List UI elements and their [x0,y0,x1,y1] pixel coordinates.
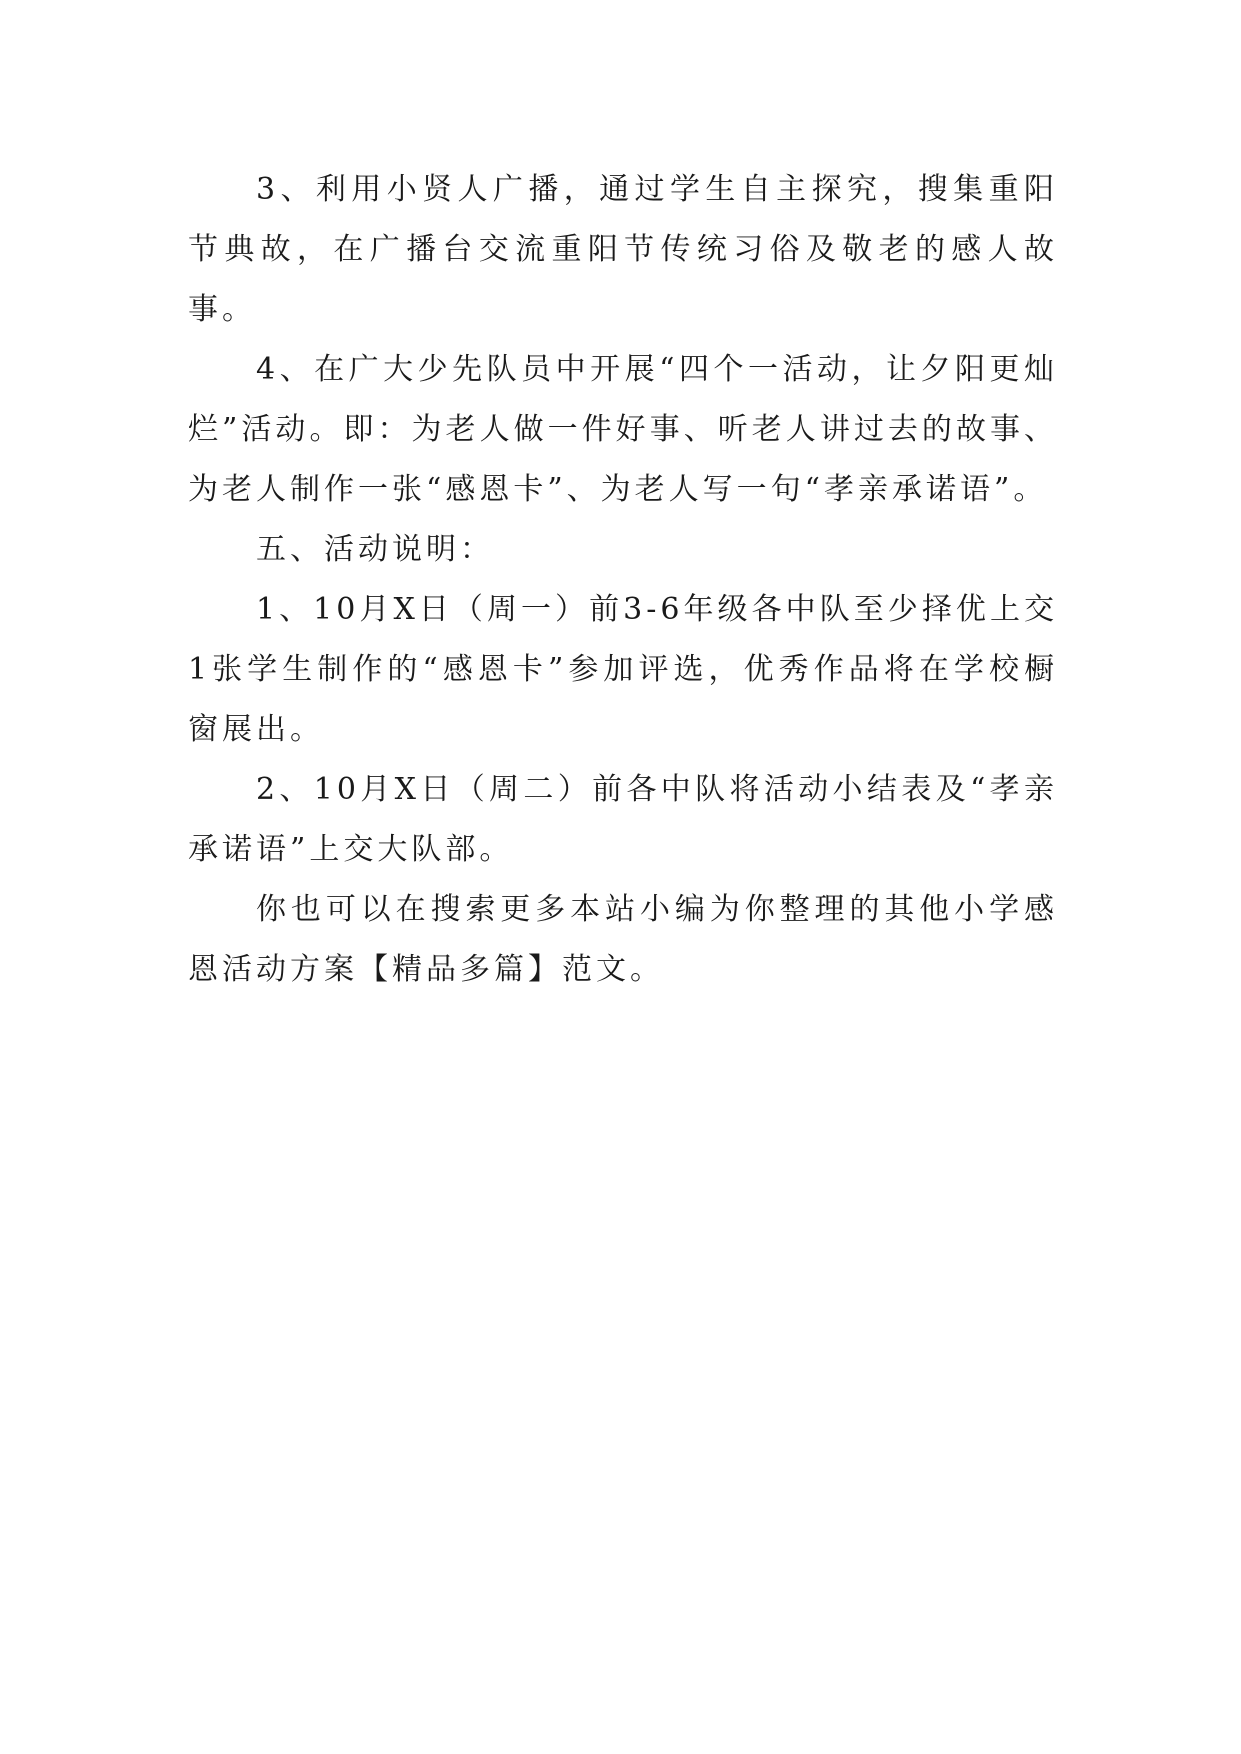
paragraph-note-1: 1、10月X日（周一）前3-6年级各中队至少择优上交1张学生制作的“感恩卡”参加评选，优秀作品将在学校橱窗展出。 [188,592,1058,747]
paragraph-closing: 你也可以在搜索更多本站小编为你整理的其他小学感恩活动方案【精品多篇】范文。 [188,892,1058,987]
document-body [188,160,1058,1000]
paragraph-note-2: 2、10月X日（周二）前各中队将活动小结表及“孝亲承诺语”上交大队部。 [188,772,1058,867]
paragraph-item-4: 4、在广大少先队员中开展“四个一活动，让夕阳更灿烂”活动。即：为老人做一件好事、听老人讲过去的故事、为老人制作一张“感恩卡”、为老人写一句“孝亲承诺语”。 [188,352,1058,507]
section-heading-activity-notes: 五、活动说明： [256,532,494,567]
paragraph-item-3: 3、利用小贤人广播，通过学生自主探究，搜集重阳节典故，在广播台交流重阳节传统习俗及敬老的感人故事。 [188,172,1058,327]
